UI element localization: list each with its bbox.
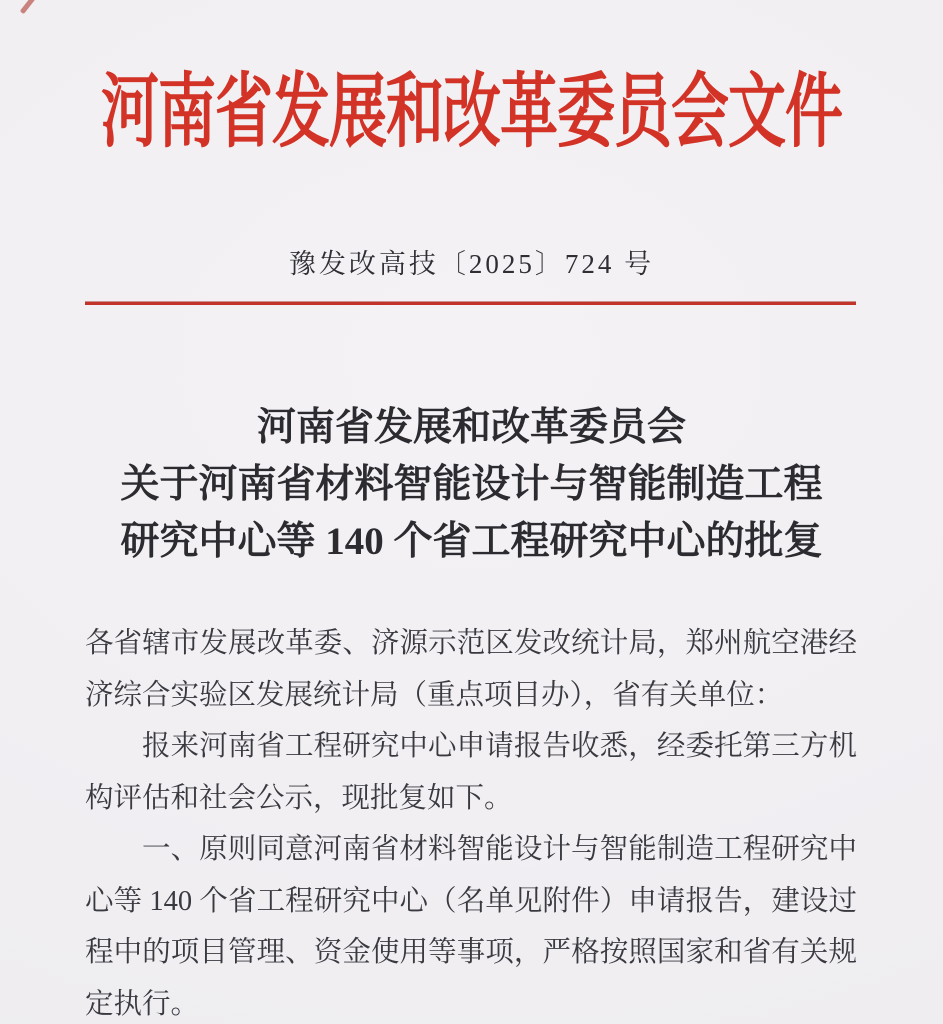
document-header-title: 河南省发展和改革委员会文件 xyxy=(100,66,842,158)
body-item-one-line-2: 心等 140 个省工程研究中心（名单见附件）申请报告，建设过 xyxy=(85,885,857,917)
body-addressee-line-1: 各省辖市发展改革委、济源示范区发改统计局，郑州航空港经 xyxy=(85,628,857,659)
document-body xyxy=(85,618,857,1024)
document-title-line-3: 研究中心等 140 个省工程研究中心的批复 xyxy=(120,520,823,563)
scan-artifact-mark xyxy=(20,0,37,14)
document-title-line-1: 河南省发展和改革委员会 xyxy=(256,406,686,449)
header-divider-rule xyxy=(85,302,856,305)
body-item-one-line-4: 定执行。 xyxy=(85,988,200,1020)
document-number: 豫发改高技〔2025〕724 号 xyxy=(288,249,655,279)
body-addressee-line-2: 济综合实验区发展统计局（重点项目办），省有关单位： xyxy=(85,679,784,711)
document-title-line-2: 关于河南省材料智能设计与智能制造工程 xyxy=(120,463,823,506)
body-intro-line-1: 报来河南省工程研究中心申请报告收悉，经委托第三方机 xyxy=(142,731,857,762)
body-item-one-line-1: 一、原则同意河南省材料智能设计与智能制造工程研究中 xyxy=(142,834,857,865)
body-item-one-line-3: 程中的项目管理、资金使用等事项，严格按照国家和省有关规 xyxy=(85,937,857,968)
body-intro-line-2: 构评估和社会公示，现批复如下。 xyxy=(85,782,513,814)
document-title xyxy=(0,399,943,570)
